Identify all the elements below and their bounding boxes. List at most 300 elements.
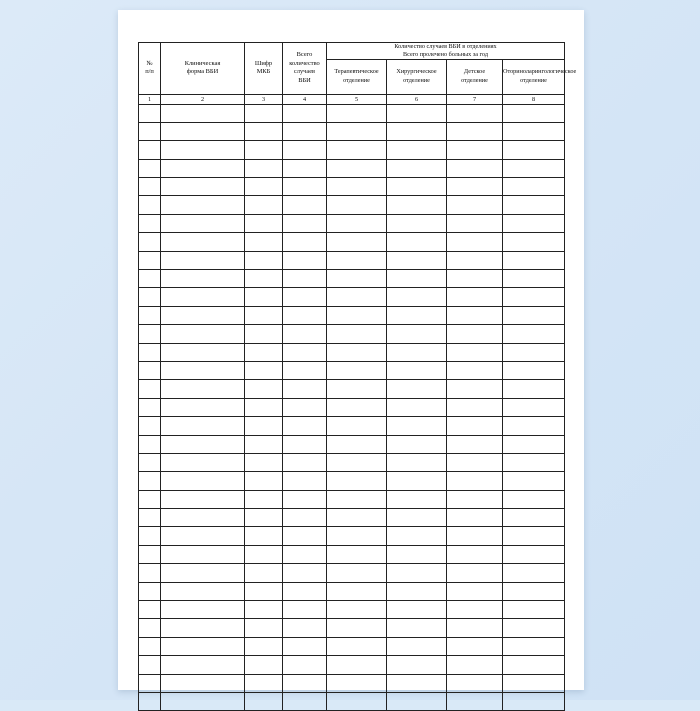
table-cell[interactable] [139, 104, 161, 122]
table-cell[interactable] [139, 380, 161, 398]
table-cell[interactable] [283, 417, 327, 435]
table-cell[interactable] [245, 178, 283, 196]
table-row[interactable] [139, 325, 565, 343]
table-cell[interactable] [327, 178, 387, 196]
table-row[interactable] [139, 453, 565, 471]
table-cell[interactable] [327, 196, 387, 214]
table-row[interactable] [139, 674, 565, 692]
table-cell[interactable] [447, 490, 503, 508]
table-row[interactable] [139, 656, 565, 674]
table-cell[interactable] [283, 306, 327, 324]
table-cell[interactable] [139, 196, 161, 214]
table-row[interactable] [139, 178, 565, 196]
table-cell[interactable] [327, 104, 387, 122]
table-cell[interactable] [503, 435, 565, 453]
table-cell[interactable] [283, 527, 327, 545]
col-header-pediatric-dept: Детское отделение [447, 59, 503, 94]
table-cell[interactable] [139, 159, 161, 177]
table-cell[interactable] [283, 509, 327, 527]
table-cell[interactable] [161, 564, 245, 582]
table-cell[interactable] [503, 159, 565, 177]
table-cell[interactable] [161, 674, 245, 692]
table-cell[interactable] [503, 693, 565, 711]
table-cell[interactable] [245, 214, 283, 232]
table-cell[interactable] [503, 178, 565, 196]
table-row[interactable] [139, 509, 565, 527]
table-row[interactable] [139, 619, 565, 637]
table-cell[interactable] [387, 361, 447, 379]
table-cell[interactable] [447, 601, 503, 619]
table-cell[interactable] [283, 637, 327, 655]
table-cell[interactable] [139, 306, 161, 324]
table-cell[interactable] [245, 251, 283, 269]
table-cell[interactable] [139, 141, 161, 159]
table-cell[interactable] [447, 178, 503, 196]
table-cell[interactable] [245, 141, 283, 159]
table-cell[interactable] [245, 122, 283, 140]
table-cell[interactable] [387, 233, 447, 251]
table-cell[interactable] [447, 196, 503, 214]
table-body [139, 104, 565, 711]
table-cell[interactable] [387, 527, 447, 545]
table-row[interactable] [139, 288, 565, 306]
table-cell[interactable] [245, 417, 283, 435]
table-cell[interactable] [245, 380, 283, 398]
table-cell[interactable] [503, 214, 565, 232]
table-cell[interactable] [387, 196, 447, 214]
table-cell[interactable] [503, 122, 565, 140]
table-cell[interactable] [245, 619, 283, 637]
table-cell[interactable] [387, 343, 447, 361]
table-cell[interactable] [327, 159, 387, 177]
table-cell[interactable] [447, 656, 503, 674]
table-cell[interactable] [245, 601, 283, 619]
table-cell[interactable] [139, 122, 161, 140]
table-cell[interactable] [503, 619, 565, 637]
table-cell[interactable] [327, 141, 387, 159]
table-cell[interactable] [327, 343, 387, 361]
table-cell[interactable] [161, 178, 245, 196]
table-cell[interactable] [387, 601, 447, 619]
table-cell[interactable] [447, 674, 503, 692]
table-cell[interactable] [283, 270, 327, 288]
table-cell[interactable] [387, 637, 447, 655]
table-cell[interactable] [503, 490, 565, 508]
table-cell[interactable] [387, 674, 447, 692]
table-cell[interactable] [245, 472, 283, 490]
table-row[interactable] [139, 343, 565, 361]
table-cell[interactable] [283, 233, 327, 251]
table-cell[interactable] [327, 693, 387, 711]
table-cell[interactable] [139, 656, 161, 674]
table-cell[interactable] [327, 472, 387, 490]
table-row[interactable] [139, 435, 565, 453]
table-cell[interactable] [447, 398, 503, 416]
table-row[interactable] [139, 122, 565, 140]
table-cell[interactable] [387, 398, 447, 416]
table-cell[interactable] [503, 380, 565, 398]
table-cell[interactable] [139, 674, 161, 692]
table-cell[interactable] [503, 325, 565, 343]
table-cell[interactable] [387, 417, 447, 435]
table-cell[interactable] [447, 325, 503, 343]
table-row[interactable] [139, 196, 565, 214]
table-cell[interactable] [447, 214, 503, 232]
table-cell[interactable] [447, 693, 503, 711]
table-row[interactable] [139, 490, 565, 508]
table-cell[interactable] [161, 453, 245, 471]
table-cell[interactable] [447, 270, 503, 288]
table-cell[interactable] [387, 141, 447, 159]
table-cell[interactable] [447, 361, 503, 379]
table-cell[interactable] [245, 527, 283, 545]
table-cell[interactable] [283, 325, 327, 343]
table-cell[interactable] [161, 122, 245, 140]
table-cell[interactable] [139, 435, 161, 453]
table-cell[interactable] [447, 122, 503, 140]
table-cell[interactable] [245, 564, 283, 582]
table-cell[interactable] [447, 251, 503, 269]
table-cell[interactable] [139, 637, 161, 655]
table-cell[interactable] [139, 178, 161, 196]
table-cell[interactable] [387, 472, 447, 490]
table-cell[interactable] [161, 361, 245, 379]
table-cell[interactable] [245, 343, 283, 361]
table-cell[interactable] [327, 325, 387, 343]
table-cell[interactable] [503, 453, 565, 471]
table-cell[interactable] [139, 214, 161, 232]
table-cell[interactable] [245, 196, 283, 214]
table-cell[interactable] [139, 564, 161, 582]
table-cell[interactable] [245, 288, 283, 306]
table-cell[interactable] [139, 527, 161, 545]
table-cell[interactable] [139, 545, 161, 563]
table-cell[interactable] [327, 564, 387, 582]
table-cell[interactable] [245, 693, 283, 711]
table-cell[interactable] [161, 343, 245, 361]
table-cell[interactable] [327, 214, 387, 232]
table-cell[interactable] [161, 288, 245, 306]
table-cell[interactable] [447, 306, 503, 324]
table-cell[interactable] [387, 122, 447, 140]
table-cell[interactable] [327, 545, 387, 563]
table-cell[interactable] [327, 306, 387, 324]
table-cell[interactable] [283, 674, 327, 692]
table-cell[interactable] [283, 435, 327, 453]
table-row[interactable] [139, 582, 565, 600]
table-cell[interactable] [161, 490, 245, 508]
table-cell[interactable] [245, 104, 283, 122]
table-cell[interactable] [387, 288, 447, 306]
table-cell[interactable] [283, 104, 327, 122]
table-row[interactable] [139, 693, 565, 711]
table-cell[interactable] [161, 141, 245, 159]
table-row[interactable] [139, 251, 565, 269]
table-row[interactable] [139, 214, 565, 232]
table-cell[interactable] [327, 527, 387, 545]
table-cell[interactable] [283, 656, 327, 674]
table-cell[interactable] [503, 527, 565, 545]
table-cell[interactable] [387, 325, 447, 343]
table-cell[interactable] [245, 306, 283, 324]
table-cell[interactable] [503, 601, 565, 619]
table-cell[interactable] [283, 122, 327, 140]
table-cell[interactable] [447, 343, 503, 361]
table-cell[interactable] [327, 288, 387, 306]
table-cell[interactable] [161, 527, 245, 545]
table-cell[interactable] [139, 582, 161, 600]
table-cell[interactable] [327, 122, 387, 140]
table-cell[interactable] [503, 398, 565, 416]
table-cell[interactable] [139, 343, 161, 361]
table-cell[interactable] [283, 582, 327, 600]
table-cell[interactable] [283, 343, 327, 361]
table-cell[interactable] [447, 159, 503, 177]
table-row[interactable] [139, 380, 565, 398]
table-row[interactable] [139, 104, 565, 122]
table-row[interactable] [139, 398, 565, 416]
table-cell[interactable] [283, 453, 327, 471]
table-cell[interactable] [447, 637, 503, 655]
table-cell[interactable] [283, 196, 327, 214]
table-cell[interactable] [161, 693, 245, 711]
table-cell[interactable] [139, 270, 161, 288]
table-cell[interactable] [387, 270, 447, 288]
table-cell[interactable] [387, 619, 447, 637]
table-cell[interactable] [245, 270, 283, 288]
table-cell[interactable] [139, 509, 161, 527]
table-cell[interactable] [503, 674, 565, 692]
table-cell[interactable] [447, 527, 503, 545]
table-cell[interactable] [503, 196, 565, 214]
table-cell[interactable] [283, 601, 327, 619]
table-cell[interactable] [283, 178, 327, 196]
table-cell[interactable] [161, 380, 245, 398]
table-cell[interactable] [387, 159, 447, 177]
table-cell[interactable] [283, 361, 327, 379]
table-cell[interactable] [161, 435, 245, 453]
table-cell[interactable] [447, 472, 503, 490]
table-cell[interactable] [503, 233, 565, 251]
table-cell[interactable] [387, 693, 447, 711]
table-cell[interactable] [161, 196, 245, 214]
table-row[interactable] [139, 527, 565, 545]
table-cell[interactable] [161, 233, 245, 251]
table-cell[interactable] [283, 490, 327, 508]
table-cell[interactable] [503, 637, 565, 655]
table-cell[interactable] [139, 601, 161, 619]
table-cell[interactable] [283, 693, 327, 711]
table-cell[interactable] [503, 343, 565, 361]
table-cell[interactable] [245, 582, 283, 600]
table-row[interactable] [139, 417, 565, 435]
table-row[interactable] [139, 601, 565, 619]
table-cell[interactable] [503, 582, 565, 600]
table-cell[interactable] [327, 233, 387, 251]
table-cell[interactable] [387, 490, 447, 508]
table-row[interactable] [139, 545, 565, 563]
table-cell[interactable] [503, 417, 565, 435]
table-cell[interactable] [503, 509, 565, 527]
table-cell[interactable] [327, 619, 387, 637]
table-cell[interactable] [447, 141, 503, 159]
table-row[interactable] [139, 637, 565, 655]
table-cell[interactable] [387, 214, 447, 232]
table-row[interactable] [139, 270, 565, 288]
column-number-row [139, 94, 565, 104]
table-cell[interactable] [503, 141, 565, 159]
table-row[interactable] [139, 564, 565, 582]
table-cell[interactable] [387, 509, 447, 527]
table-cell[interactable] [161, 582, 245, 600]
table-cell[interactable] [283, 214, 327, 232]
table-row[interactable] [139, 159, 565, 177]
table-cell[interactable] [327, 435, 387, 453]
table-row[interactable] [139, 361, 565, 379]
table-cell[interactable] [245, 233, 283, 251]
table-cell[interactable] [503, 270, 565, 288]
table-cell[interactable] [139, 453, 161, 471]
table-cell[interactable] [245, 509, 283, 527]
table-cell[interactable] [245, 361, 283, 379]
table-cell[interactable] [139, 361, 161, 379]
table-cell[interactable] [245, 490, 283, 508]
table-cell[interactable] [447, 509, 503, 527]
table-cell[interactable] [245, 656, 283, 674]
table-cell[interactable] [387, 435, 447, 453]
table-cell[interactable] [283, 141, 327, 159]
table-cell[interactable] [447, 288, 503, 306]
table-cell[interactable] [327, 361, 387, 379]
table-cell[interactable] [387, 306, 447, 324]
table-cell[interactable] [283, 545, 327, 563]
table-cell[interactable] [161, 325, 245, 343]
table-cell[interactable] [387, 656, 447, 674]
table-cell[interactable] [139, 233, 161, 251]
table-cell[interactable] [447, 453, 503, 471]
table-cell[interactable] [387, 564, 447, 582]
table-cell[interactable] [283, 472, 327, 490]
table-cell[interactable] [327, 490, 387, 508]
table-row[interactable] [139, 141, 565, 159]
table-cell[interactable] [161, 637, 245, 655]
table-cell[interactable] [161, 104, 245, 122]
table-cell[interactable] [139, 325, 161, 343]
table-cell[interactable] [327, 270, 387, 288]
table-cell[interactable] [245, 674, 283, 692]
table-cell[interactable] [245, 545, 283, 563]
table-cell[interactable] [503, 104, 565, 122]
table-cell[interactable] [327, 251, 387, 269]
table-cell[interactable] [503, 251, 565, 269]
table-cell[interactable] [387, 453, 447, 471]
table-cell[interactable] [139, 490, 161, 508]
table-cell[interactable] [447, 233, 503, 251]
table-cell[interactable] [161, 398, 245, 416]
table-cell[interactable] [503, 545, 565, 563]
table-cell[interactable] [387, 582, 447, 600]
table-cell[interactable] [327, 637, 387, 655]
table-cell[interactable] [245, 637, 283, 655]
table-cell[interactable] [283, 288, 327, 306]
table-row[interactable] [139, 306, 565, 324]
table-cell[interactable] [283, 398, 327, 416]
table-cell[interactable] [327, 509, 387, 527]
table-cell[interactable] [139, 417, 161, 435]
table-cell[interactable] [283, 380, 327, 398]
table-cell[interactable] [327, 674, 387, 692]
table-cell[interactable] [503, 564, 565, 582]
table-cell[interactable] [139, 619, 161, 637]
table-cell[interactable] [283, 619, 327, 637]
table-cell[interactable] [161, 472, 245, 490]
table-cell[interactable] [327, 601, 387, 619]
table-cell[interactable] [327, 582, 387, 600]
table-cell[interactable] [447, 564, 503, 582]
table-row[interactable] [139, 472, 565, 490]
table-cell[interactable] [161, 601, 245, 619]
table-cell[interactable] [161, 214, 245, 232]
table-cell[interactable] [161, 545, 245, 563]
table-cell[interactable] [447, 435, 503, 453]
table-cell[interactable] [161, 251, 245, 269]
table-cell[interactable] [245, 453, 283, 471]
table-cell[interactable] [327, 453, 387, 471]
table-cell[interactable] [161, 417, 245, 435]
table-cell[interactable] [245, 325, 283, 343]
table-cell[interactable] [387, 251, 447, 269]
table-cell[interactable] [447, 380, 503, 398]
table-cell[interactable] [503, 361, 565, 379]
table-cell[interactable] [387, 380, 447, 398]
table-cell[interactable] [327, 417, 387, 435]
table-cell[interactable] [327, 398, 387, 416]
table-cell[interactable] [327, 380, 387, 398]
table-cell[interactable] [161, 509, 245, 527]
table-cell[interactable] [503, 288, 565, 306]
table-cell[interactable] [161, 306, 245, 324]
table-cell[interactable] [503, 306, 565, 324]
table-cell[interactable] [447, 417, 503, 435]
table-cell[interactable] [245, 435, 283, 453]
table-cell[interactable] [139, 288, 161, 306]
table-cell[interactable] [283, 564, 327, 582]
table-cell[interactable] [447, 619, 503, 637]
table-cell[interactable] [161, 656, 245, 674]
table-cell[interactable] [447, 104, 503, 122]
table-cell[interactable] [161, 270, 245, 288]
table-cell[interactable] [161, 159, 245, 177]
table-cell[interactable] [245, 159, 283, 177]
table-cell[interactable] [387, 104, 447, 122]
table-cell[interactable] [283, 251, 327, 269]
table-cell[interactable] [139, 472, 161, 490]
table-cell[interactable] [139, 398, 161, 416]
table-row[interactable] [139, 233, 565, 251]
table-cell[interactable] [139, 251, 161, 269]
table-cell[interactable] [327, 656, 387, 674]
table-cell[interactable] [139, 693, 161, 711]
table-cell[interactable] [245, 398, 283, 416]
table-cell[interactable] [503, 472, 565, 490]
table-cell[interactable] [283, 159, 327, 177]
table-cell[interactable] [447, 582, 503, 600]
table-cell[interactable] [387, 178, 447, 196]
table-cell[interactable] [503, 656, 565, 674]
table-cell[interactable] [447, 545, 503, 563]
table-cell[interactable] [161, 619, 245, 637]
table-cell[interactable] [387, 545, 447, 563]
